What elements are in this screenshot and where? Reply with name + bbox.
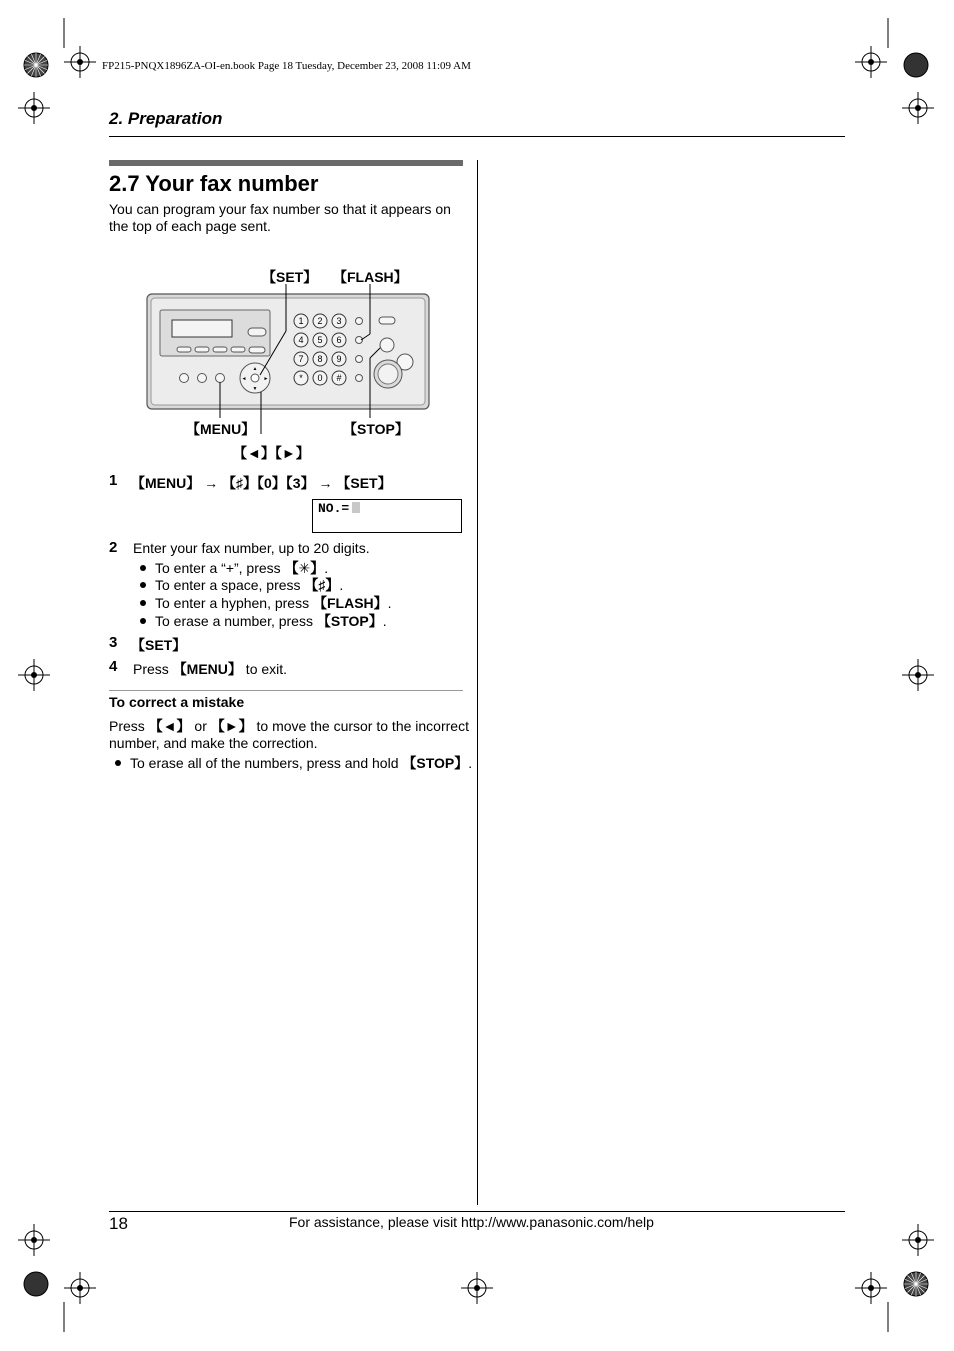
keypad-key-label: 8 [317, 354, 323, 365]
menu-key-label: 【MENU】 [131, 475, 201, 491]
page-title: 2.7 Your fax number [109, 171, 319, 196]
callout-set: 【SET】 [262, 269, 318, 285]
keypad-key-label: 4 [298, 335, 304, 346]
step-4-number: 4 [109, 658, 118, 675]
keypad-key-label: * [299, 373, 303, 384]
bullet-hyphen: To enter a hyphen, press 【FLASH】. [140, 593, 392, 613]
bullet-icon [140, 582, 146, 588]
keypad-key-label: 5 [317, 335, 323, 346]
bullet-icon [140, 565, 146, 571]
intro-text: You can program your fax number so that it appears on the top of each page sent. [109, 201, 451, 234]
print-info: FP215-PNQX1896ZA-OI-en.book Page 18 Tuesday, December 23, 2008 11:09 AM [102, 60, 471, 72]
keypad-key-label: 0 [317, 373, 323, 384]
header-rule [109, 136, 845, 137]
keypad-key-label: 2 [317, 316, 323, 327]
step-1-instruction [131, 473, 392, 493]
bullet-icon [115, 760, 121, 766]
svg-text:▼: ▼ [252, 386, 258, 392]
section-label: 2. Preparation [109, 109, 223, 128]
bullet-icon [140, 600, 146, 606]
column-divider [477, 160, 478, 1205]
bullet-plus: To enter a “+”, press 【✳】. [140, 558, 328, 578]
svg-text:▲: ▲ [252, 366, 258, 372]
step-4-text: Press 【MENU】 to exit. [133, 661, 288, 677]
callout-flash: 【FLASH】 [333, 269, 408, 285]
keypad-key-label: 7 [298, 354, 304, 365]
display-cursor [352, 502, 360, 513]
correction-line-2: number, and make the correction. [109, 735, 318, 751]
keypad-key-label: 6 [336, 335, 342, 346]
section-rule [109, 690, 463, 691]
footer-help-text: For assistance, please visit http://www.panasonic.com/help [289, 1214, 654, 1230]
step-2-number: 2 [109, 539, 118, 556]
set-key-label: 【SET】 [336, 475, 392, 491]
footer-rule [109, 1211, 845, 1212]
step-3-set-key: 【SET】 [131, 637, 187, 653]
bullet-erase: To erase a number, press 【STOP】. [140, 611, 387, 631]
keypad-key-label: # [336, 373, 342, 384]
code-keys-label: 【♯】【0】【3】 [222, 475, 315, 491]
svg-text:◄: ◄ [241, 376, 247, 382]
bullet-icon [140, 618, 146, 624]
keypad-key-label: 3 [336, 316, 342, 327]
control-panel-illustration [140, 284, 440, 434]
display-text: NO.= [318, 501, 350, 516]
arrow-icon: → [204, 475, 219, 491]
callout-stop: 【STOP】 [343, 421, 409, 437]
callout-menu: 【MENU】 [186, 421, 256, 437]
bullet-erase-all: To erase all of the numbers, press and hold 【STOP】. [115, 753, 472, 773]
step-2-text: Enter your fax number, up to 20 digits. [133, 540, 370, 556]
svg-text:►: ► [263, 376, 269, 382]
correction-heading: To correct a mistake [109, 694, 245, 710]
page-number: 18 [109, 1214, 128, 1233]
arrow-icon: → [318, 475, 333, 491]
title-bar [109, 160, 463, 166]
keypad-key-label: 9 [336, 354, 342, 365]
callout-arrows: 【◄】【►】 [233, 445, 310, 461]
keypad-key-label: 1 [298, 316, 304, 327]
correction-line-1: Press 【◄】 or 【►】 to move the cursor to the incorrect [109, 718, 469, 734]
step-1-number: 1 [109, 472, 118, 489]
bullet-space: To enter a space, press 【♯】. [140, 575, 343, 595]
step-3-number: 3 [109, 634, 118, 651]
